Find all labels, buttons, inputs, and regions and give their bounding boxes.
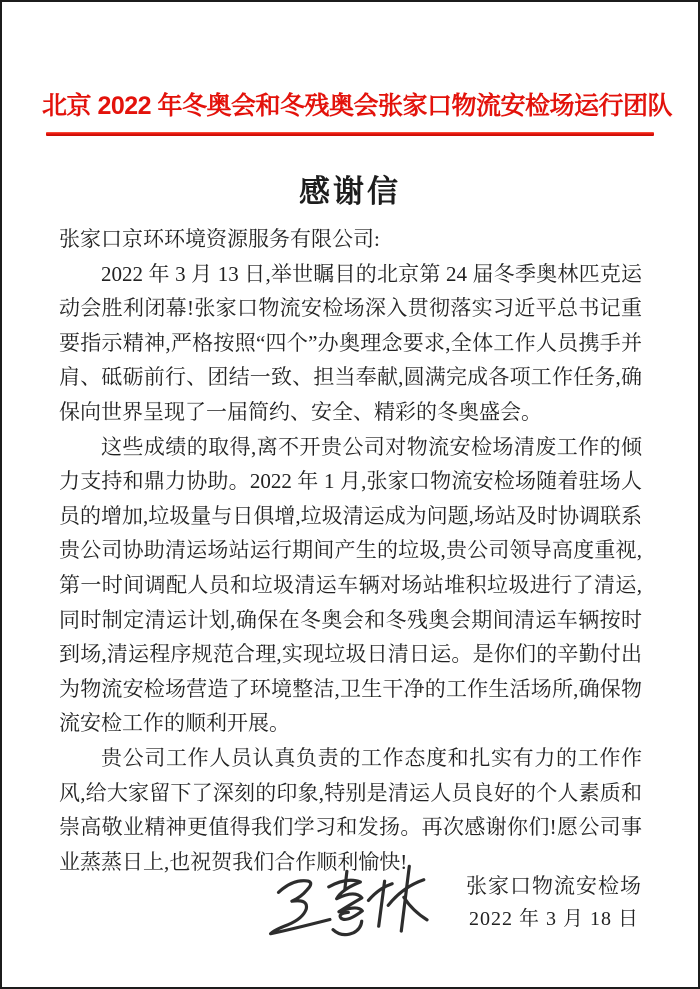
signature-date: 2022 年 3 月 18 日 xyxy=(469,908,639,930)
salutation: 张家口京环环境资源服务有限公司: xyxy=(59,227,380,251)
signature-text xyxy=(466,870,642,936)
letter-title: 感谢信 xyxy=(299,174,401,209)
letter-body xyxy=(59,222,642,879)
letterhead-team-line: 北京 2022 年冬奥会和冬残奥会张家口物流安检场运行团队 xyxy=(42,92,673,120)
signature-handwriting xyxy=(262,851,433,955)
signature-org: 张家口物流安检场 xyxy=(466,874,642,898)
paragraph-1: 2022 年 3 月 13 日,举世瞩目的北京第 24 届冬季奥林匹克运动会胜利闭幕!张家口物流安检场深入贯彻落实习近平总书记重要指示精神,严格按照“四个”办奥理念要求,全体工作人员携手并肩、砥砺前行、团结一致、担当奉献,圆满完成各项工作任务,确保向世界呈现了一届简约、安全、精彩的冬奥盛会。 xyxy=(59,261,642,424)
signature-block xyxy=(59,854,642,952)
paragraph-2: 这些成绩的取得,离不开贵公司对物流安检场清废工作的倾力支持和鼎力协助。2022 年 1 月,张家口物流安检场随着驻场人员的增加,垃圾量与日俱增,垃圾清运成为问题,场站及时协调联系贵公司协助清运场站运行期间产生的垃圾,贵公司领导高度重视,第一时间调配人员和垃圾清运车辆对场站堆积垃圾进行了清运,同时制定清运计划,确保在冬奥会和冬残奥会期间清运车辆按时到场,清运程序规范合理,实现垃圾日清日运。是你们的辛勤付出为物流安检场营造了环境整洁,卫生干净的工作生活场所,确保物流安检工作的顺利开展。 xyxy=(59,434,642,736)
letterhead-rule xyxy=(46,132,654,136)
paragraph-3: 贵公司工作人员认真负责的工作态度和扎实有力的工作作风,给大家留下了深刻的印象,特别是清运人员良好的个人素质和崇高敬业精神更值得我们学习和发扬。再次感谢你们!愿公司事业蒸蒸日上,也祝贺我们合作顺利愉快! xyxy=(59,745,642,874)
